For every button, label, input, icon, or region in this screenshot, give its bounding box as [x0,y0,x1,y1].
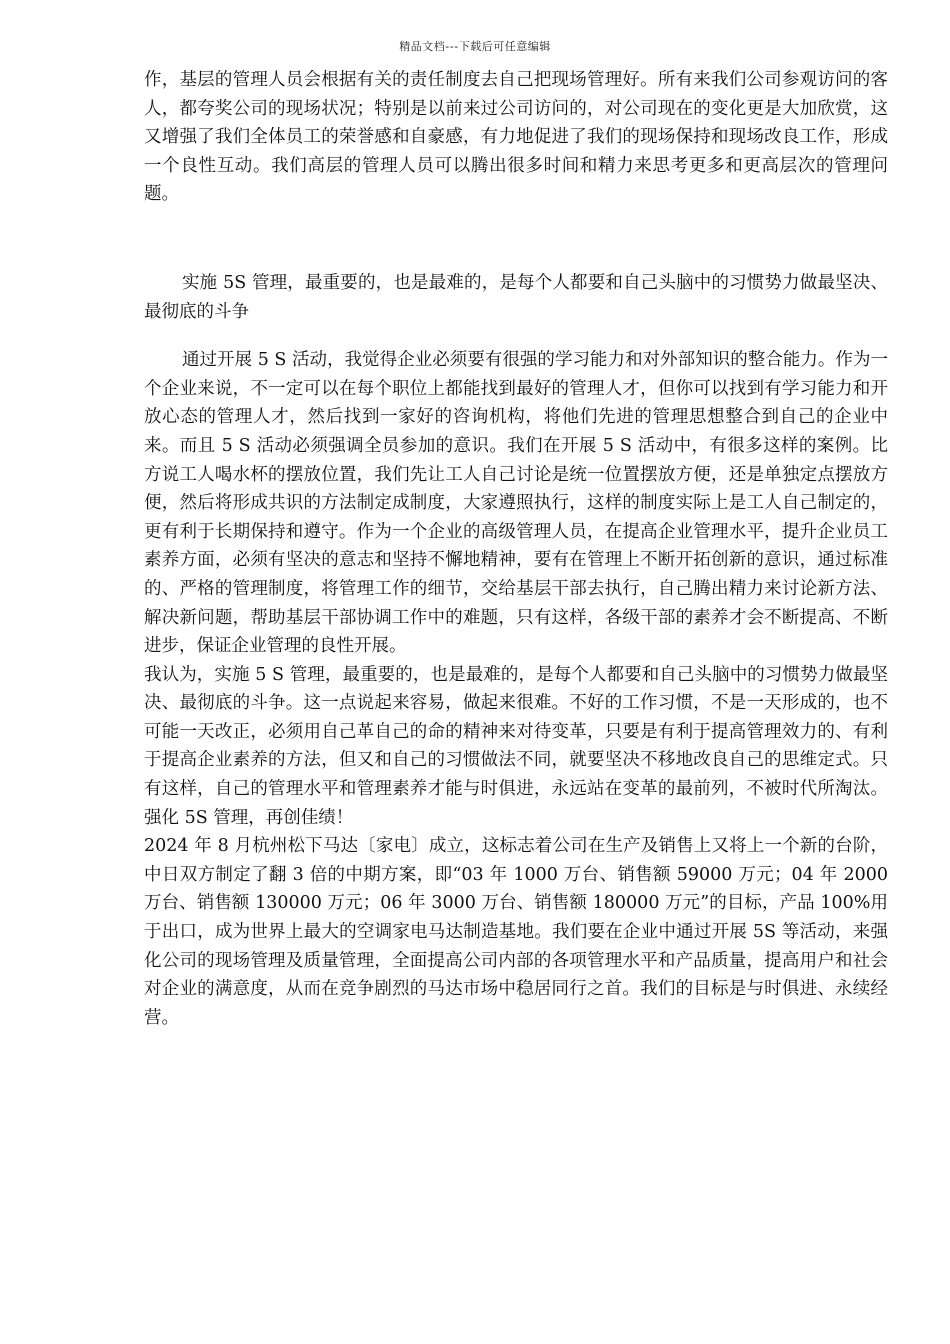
page-header: 精品文档---下载后可任意编辑 [399,40,551,53]
paragraph-habit-struggle: 我认为，实施 5 S 管理，最重要的，也是最难的，是每个人都要和自己头脑中的习惯势力做最坚决、最彻底的斗争。这一点说起来容易，做起来很难。不好的工作习惯，不是一天形成的，也不可能一天改正，必须用自己革自己的命的精神来对待变革，只要是有利于提高管理效力的、有利于提高企业素养的方法，但又和自己的习惯做法不同，就要坚决不移地改良自己的思维定式。只有这样，自己的管理水平和管理素养才能与时俱进，永远站在变革的最前列，不被时代所淘汰。 强化 5S 管理，再创佳绩！ [144,664,888,828]
spacer [144,326,888,346]
paragraph-learning-ability: 通过开展 5 S 活动，我觉得企业必须要有很强的学习能力和对外部知识的整合能力。作为一个企业来说，不一定可以在每个职位上都能找到最好的管理人才，但你可以找到有学习能力和开放心态的管理人才，然后找到一家好的咨询机构，将他们先进的管理思想整合到自己的企业中来。而且 5 S 活动必须强调全员参加的意识。我们在开展 5 S 活动中，有很多这样的案例。比方说工人喝水杯的摆放位置，我们先让工人自己讨论是统一位置摆放方便，还是单独定点摆放方便，然后将形成共识的方法制定成制度，大家遵照执行，这样的制度实际上是工人自己制定的，更有利于长期保持和遵守。作为一个企业的高级管理人员，在提高企业管理水平，提升企业员工素养方面，必须有坚决的意志和坚持不懈地精神，要有在管理上不断开拓创新的意识，通过标准的、严格的管理制度，将管理工作的细节，交给基层干部去执行，自己腾出精力来讨论新方法、解决新问题，帮助基层干部协调工作中的难题，只有这样，各级干部的素养才会不断提高、不断进步，保证企业管理的良性开展。 [144,350,888,657]
document-body [144,66,888,1032]
paragraph-continuation: 作，基层的管理人员会根据有关的责任制度去自己把现场管理好。所有来我们公司参观访问的客人，都夸奖公司的现场状况；特别是以前来过公司访问的，对公司现在的变化更是大加欣赏，这又增强了我们全体员工的荣誉感和自豪感，有力地促进了我们的现场保持和现场改良工作，形成一个良性互动。我们高层的管理人员可以腾出很多时间和精力来思考更多和更高层次的管理问题。 [144,70,888,205]
paragraph-company-goals: 2024 年 8 月杭州松下马达〔家电〕成立，这标志着公司在生产及销售上又将上一个新的台阶，中日双方制定了翻 3 倍的中期方案，即“03 年 1000 万台、销售额 59000 万元；04 年 2000 万台、销售额 130000 万元；06 年 3000 万台、销售额 180000 万元”的目标，产品 100%用于出口，成为世界上最大的空调家电马达制造基地。我们要在企业中通过开展 5S 等活动，来强化公司的现场管理及质量管理，全面提高公司内部的各项管理水平和产品质量，提高用户和社会对企业的满意度，从而在竞争剧烈的马达市场中稳居同行之首。我们的目标是与时俱进、永续经营。 [144,836,888,1028]
spacer [144,209,888,269]
paragraph-heading-statement: 实施 5S 管理，最重要的，也是最难的，是每个人都要和自己头脑中的习惯势力做最坚决、最彻底的斗争 [144,272,888,322]
